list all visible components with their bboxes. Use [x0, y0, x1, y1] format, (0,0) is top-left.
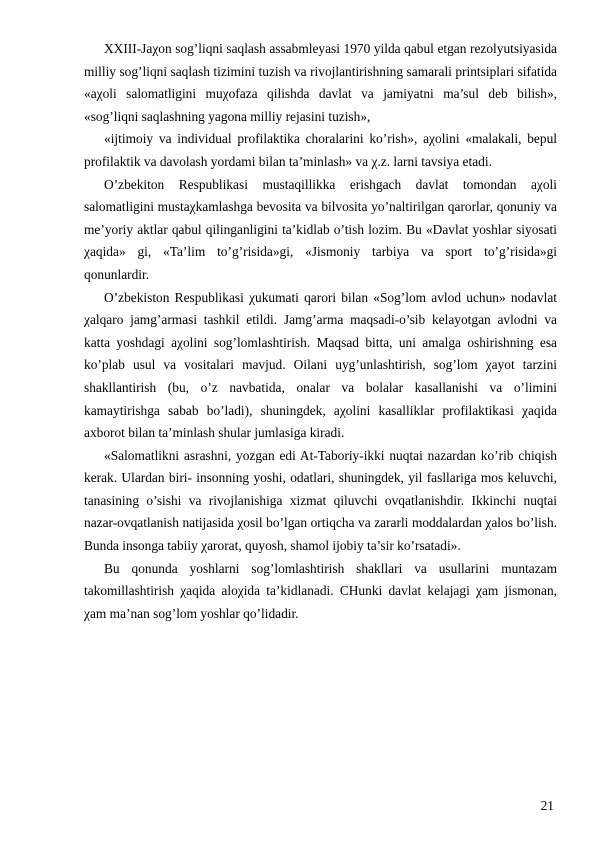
page-number: 21 [540, 798, 554, 813]
body-text [84, 38, 557, 625]
paragraph-3: O’zbekiton Respublikasi mustaqillikka erishgach davlat tomondan aχoli salomatligini mustaχkamlashga bevosita va bilvosita yo’naltirilgan qarorlar, qonuniy va me’yoriy aktlar qabul qilinganligini ta’kidlab o’tish lozim. Bu «Davlat yoshlar siyosati χaqida» gi, «Ta’lim to’g’risida»gi, «Jismoniy tarbiya va sport to’g’risida»gi qonunlardir. [84, 176, 557, 282]
paragraph-4: O’zbekiston Respublikasi χukumati qarori bilan «Sog’lom avlod uchun» nodavlat χalqaro jamg’armasi tashkil etildi. Jamg’arma maqsadi-o’sib kelayotgan avlodni va katta yoshdagi aχolini sog’lomlashtirish. Maqsad bitta, uni amalga oshirishning esa ko’plab usul va vositalari mavjud. Oilani uyg’unlashtirish, sog’lom χayot tarzini shakllantirish (bu, o’z navbatida, onalar va bolalar kasallanishi va o’limini kamaytirishga sabab bo’ladi), shuningdek, aχolini kasalliklar profilaktikasi χaqida axborot bilan ta’minlash shular jumlasiga kiradi. [84, 289, 557, 441]
paragraph-6: Bu qonunda yoshlarni sog’lomlashtirish shakllari va usullarini muntazam takomillashtirish χaqida aloχida ta’kidlanadi. CHunki davlat kelajagi χam jismonan, χam ma’nan sog’lom yoshlar qo’lidadir. [84, 560, 557, 621]
paragraph-1: XXIII-Jaχon sog’liqni saqlash assabmleyasi 1970 yilda qabul etgan rezolyutsiyasida milliy sog’liqni saqlash tizimini tuzish va rivojlantirishning samarali printsiplari sifatida «aχoli salomatligini muχofaza qilishda davlat va jamiyatni ma’sul deb bilish», «sog’liqni saqlashning yagona milliy rejasini tuzish», [84, 41, 557, 124]
paragraph-5: «Salomatlikni asrashni, yozgan edi At-Taboriy-ikki nuqtai nazardan ko’rib chiqish kerak. Ulardan biri- insonning yoshi, odatlari, shuningdek, yil fasllariga mos keluvchi, tanasining o’sishi va rivojlanishiga xizmat qiluvchi ovqatlanishdir. Ikkinchi nuqtai nazar-ovqatlanish natijasida χosil bo’lgan ortiqcha va zararli moddalardan χalos bo’lish. Bunda insonga tabiiy χarorat, quyosh, shamol ijobiy ta’sir ko’rsatadi». [84, 447, 557, 554]
paragraph-2: «ijtimoiy va individual profilaktika choralarini ko’rish», aχolini «malakali, bepul profilaktik va davolash yordami bilan ta’minlash» va χ.z. larni tavsiya etadi. [84, 131, 557, 169]
